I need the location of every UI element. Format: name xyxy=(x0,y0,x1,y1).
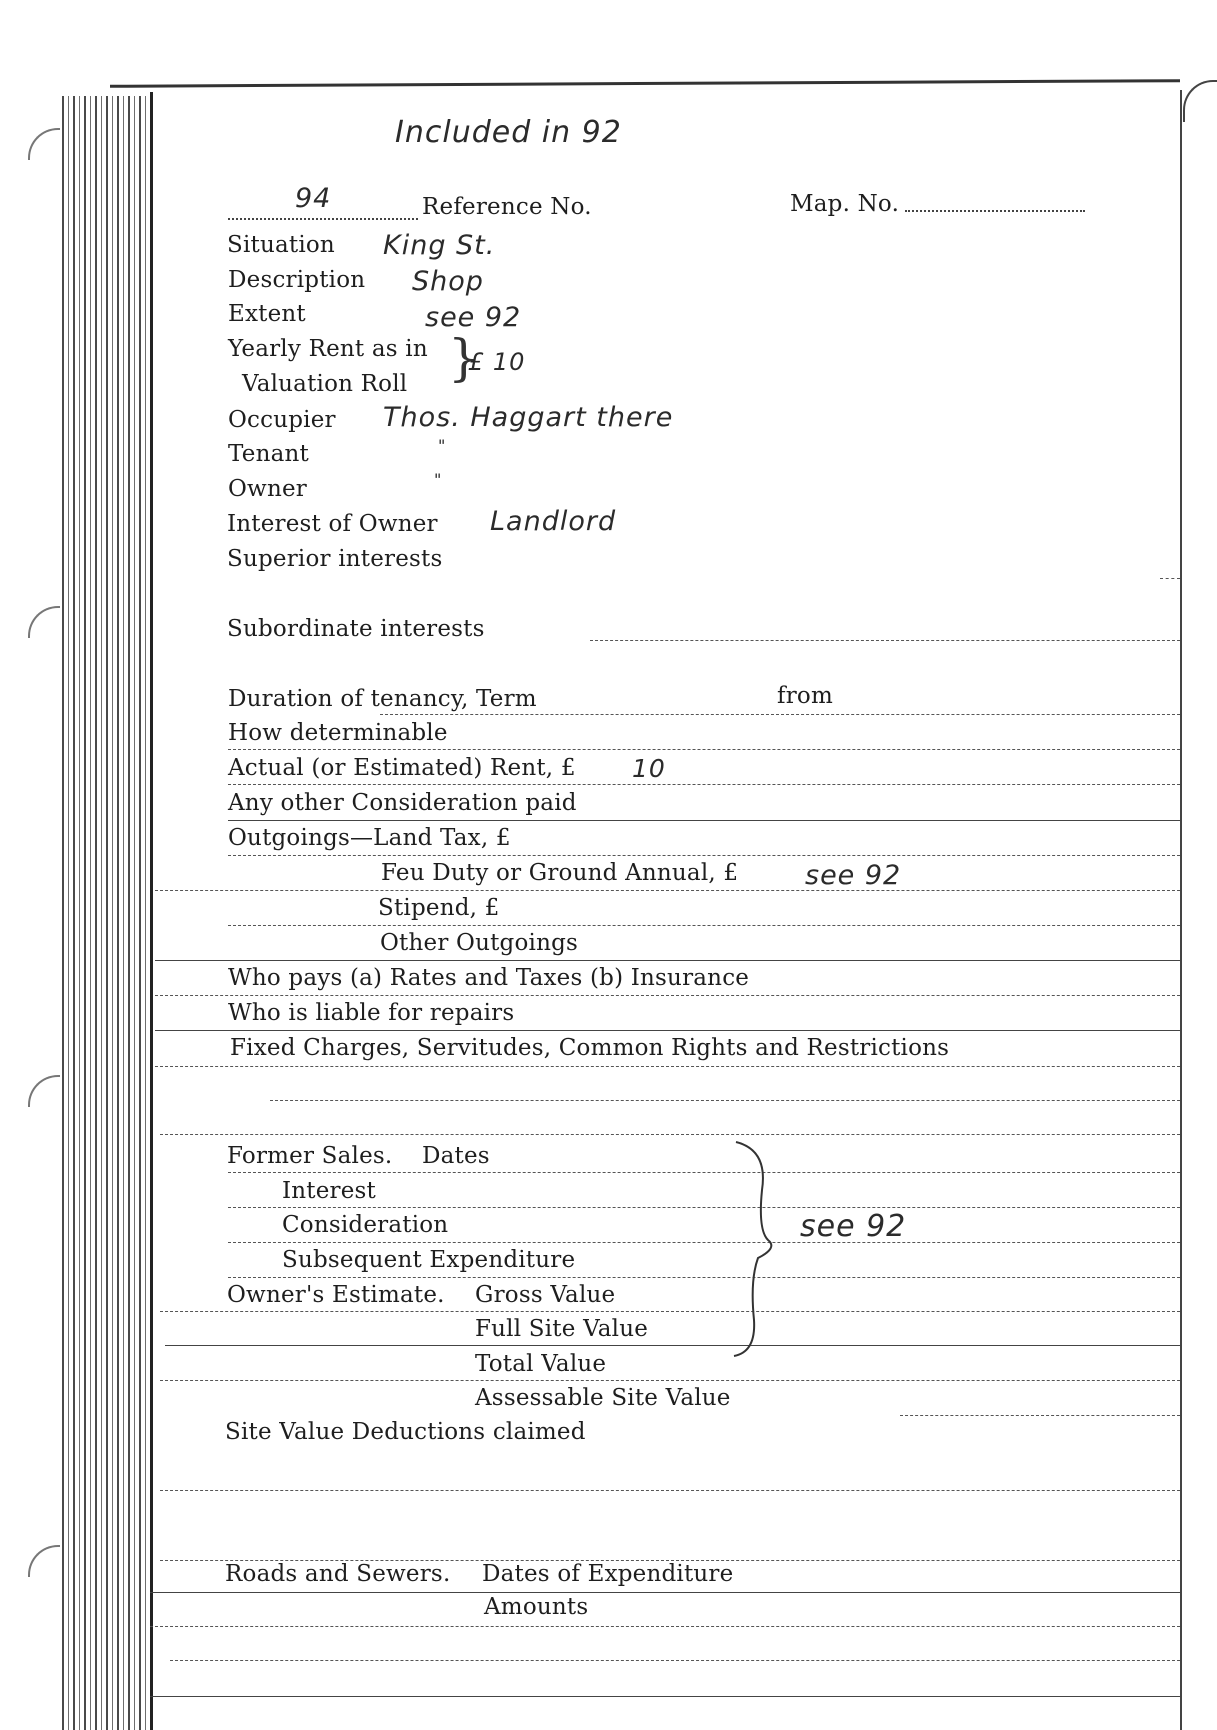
description-value: Shop xyxy=(412,266,484,297)
punch-hole-3 xyxy=(28,1075,60,1107)
yearly-rent-label-1: Yearly Rent as in xyxy=(228,336,428,362)
fixed-charges-label: Fixed Charges, Servitudes, Common Rights and Restrictions xyxy=(230,1035,950,1061)
binding-line xyxy=(150,92,153,1730)
owners-estimate-label: Owner's Estimate. xyxy=(227,1282,445,1308)
rule xyxy=(228,749,1180,750)
rule xyxy=(155,1030,1180,1031)
rule xyxy=(270,1100,1180,1101)
description-label: Description xyxy=(228,267,366,293)
subordinate-interests-label: Subordinate interests xyxy=(227,616,485,642)
other-outgoings-label: Other Outgoings xyxy=(380,930,579,956)
rule xyxy=(160,1134,1180,1135)
right-edge xyxy=(1180,90,1182,1730)
reference-no-label: Reference No. xyxy=(422,194,592,220)
owner-value: " xyxy=(434,470,443,489)
rule xyxy=(150,1696,1180,1697)
rule xyxy=(160,1490,1180,1491)
other-consideration-label: Any other Consideration paid xyxy=(228,790,577,816)
superior-interests-label: Superior interests xyxy=(227,546,443,572)
rule xyxy=(160,1311,1180,1312)
rule xyxy=(155,995,1180,996)
dates-of-expenditure-label: Dates of Expenditure xyxy=(482,1561,734,1587)
header-note: Included in 92 xyxy=(395,115,622,150)
interest-label: Interest xyxy=(282,1178,377,1204)
punch-hole-4 xyxy=(28,1545,60,1577)
occupier-value: Thos. Haggart there xyxy=(383,402,674,433)
former-sales-label: Former Sales. xyxy=(227,1143,393,1169)
stipend-label: Stipend, £ xyxy=(378,895,500,921)
reference-dotfill xyxy=(228,218,418,220)
occupier-label: Occupier xyxy=(228,407,336,433)
duration-label: Duration of tenancy, Term xyxy=(228,686,537,712)
situation-label: Situation xyxy=(227,232,335,258)
right-curve xyxy=(1183,80,1217,122)
amounts-label: Amounts xyxy=(484,1594,589,1620)
map-no-label: Map. No. xyxy=(790,191,900,217)
punch-hole-2 xyxy=(28,606,60,638)
rule xyxy=(900,1415,1180,1416)
rule xyxy=(380,714,1180,715)
top-edge xyxy=(110,79,1180,88)
actual-rent-label: Actual (or Estimated) Rent, £ xyxy=(228,755,576,781)
dates-label: Dates xyxy=(422,1143,490,1169)
consideration-label: Consideration xyxy=(282,1212,449,1238)
site-value-deductions-label: Site Value Deductions claimed xyxy=(225,1419,586,1445)
map-dotfill xyxy=(905,210,1085,212)
owner-label: Owner xyxy=(228,476,307,502)
full-site-value-label: Full Site Value xyxy=(475,1316,649,1342)
reference-no-value: 94 xyxy=(295,183,332,214)
tenant-label: Tenant xyxy=(228,441,309,467)
rule xyxy=(228,784,1180,785)
rule xyxy=(170,1660,1180,1661)
rule xyxy=(150,1626,1180,1627)
repairs-label: Who is liable for repairs xyxy=(228,1000,515,1026)
rule xyxy=(155,890,1180,891)
binding-edge xyxy=(62,96,150,1730)
rule xyxy=(228,820,1180,821)
rule xyxy=(150,1592,1180,1593)
yearly-rent-label-2: Valuation Roll xyxy=(242,371,408,397)
situation-value: King St. xyxy=(383,230,496,261)
yearly-rent-value: £ 10 xyxy=(468,348,526,376)
rule xyxy=(155,960,1180,961)
gross-value-label: Gross Value xyxy=(475,1282,616,1308)
extent-value: see 92 xyxy=(425,302,522,333)
rule xyxy=(590,640,1180,641)
punch-hole-1 xyxy=(28,128,60,160)
rule xyxy=(228,1277,1180,1278)
from-label: from xyxy=(777,683,833,709)
rule xyxy=(165,1345,1180,1346)
yearly-rent-brace: } xyxy=(448,329,480,387)
assessable-site-value-label: Assessable Site Value xyxy=(475,1385,731,1411)
outgoings-label: Outgoings—Land Tax, £ xyxy=(228,825,511,851)
who-pays-label: Who pays (a) Rates and Taxes (b) Insurance xyxy=(228,965,750,991)
roads-sewers-label: Roads and Sewers. xyxy=(225,1561,451,1587)
tenant-value: " xyxy=(438,436,447,455)
feu-duty-label: Feu Duty or Ground Annual, £ xyxy=(381,860,739,886)
rule xyxy=(228,925,1180,926)
rule xyxy=(228,1242,1180,1243)
rule xyxy=(155,1066,1180,1067)
rule xyxy=(228,1207,1180,1208)
actual-rent-value: 10 xyxy=(632,754,666,783)
interest-owner-label: Interest of Owner xyxy=(227,511,438,537)
rule xyxy=(228,855,1180,856)
total-value-label: Total Value xyxy=(475,1351,607,1377)
rule xyxy=(1160,578,1180,579)
brace-value: see 92 xyxy=(800,1209,907,1244)
large-brace xyxy=(728,1140,788,1360)
rule xyxy=(160,1380,1180,1381)
feu-duty-value: see 92 xyxy=(805,860,902,891)
extent-label: Extent xyxy=(228,301,306,327)
determinable-label: How determinable xyxy=(228,720,448,746)
interest-owner-value: Landlord xyxy=(490,506,617,537)
rule xyxy=(228,1172,1180,1173)
subsequent-expenditure-label: Subsequent Expenditure xyxy=(282,1247,576,1273)
